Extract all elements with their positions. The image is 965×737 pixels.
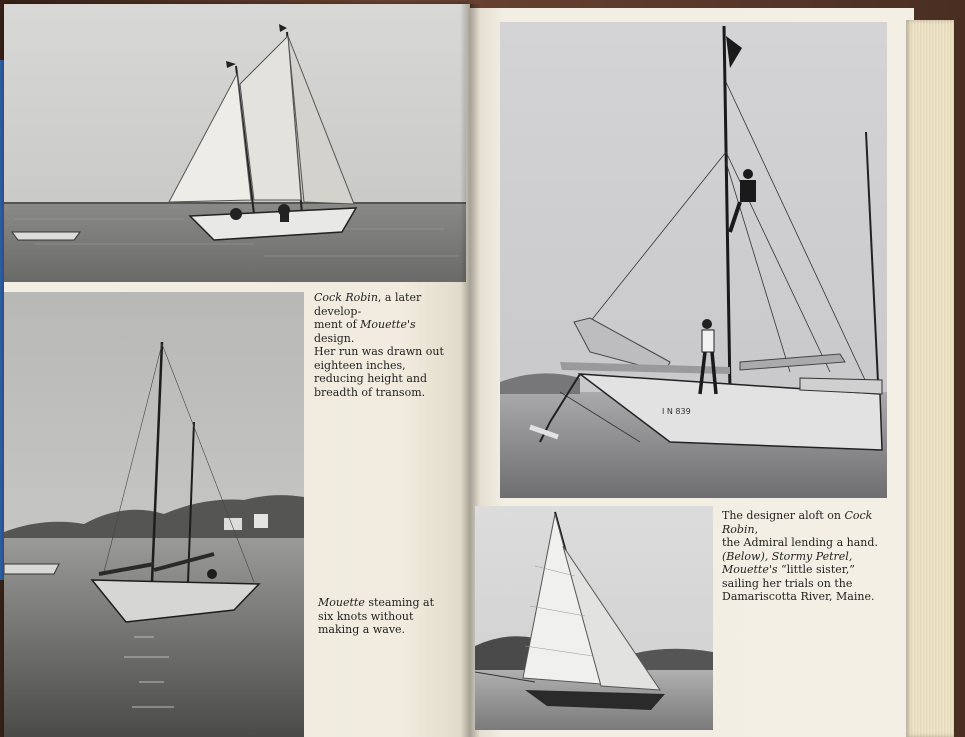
caption-text: , a later develop-	[314, 291, 422, 318]
caption-boat-name: Cock Robin	[722, 509, 873, 536]
caption-text: steaming at six knots without making a wave.	[318, 596, 435, 636]
caption-text: Her run was drawn out eighteen inches, reducing height and breadth of transom.	[314, 345, 444, 399]
caption-text: ment of	[314, 318, 361, 331]
caption-text: “little sister,”	[777, 563, 855, 576]
caption-text: Damariscotta River, Maine.	[722, 590, 875, 603]
caption-boat-name: Mouette	[318, 596, 365, 609]
caption-boat-name: (Below), Stormy Petrel,	[722, 549, 853, 563]
photo-mouette-steaming	[4, 292, 304, 737]
caption-cock-robin	[314, 291, 454, 399]
caption-boat-name: Mouette's	[360, 318, 416, 331]
caption-boat-name: Cock Robin	[314, 291, 378, 304]
photo-stormy-petrel	[475, 506, 713, 730]
hull-number: I N 839	[662, 407, 691, 416]
photo-cock-robin-sailing	[4, 4, 466, 282]
caption-text: sailing her trials on the	[722, 576, 853, 590]
photo-designer-aloft	[500, 22, 887, 498]
caption-text: the Admiral lending a hand.	[722, 536, 878, 549]
caption-text: design.	[314, 331, 355, 345]
caption-text: ,	[754, 522, 759, 536]
caption-boat-name: Mouette's	[722, 563, 778, 576]
book-page-edges	[906, 20, 954, 737]
caption-designer-aloft	[722, 509, 902, 604]
caption-text: The designer aloft on	[722, 509, 845, 522]
caption-mouette-steaming	[318, 596, 438, 637]
